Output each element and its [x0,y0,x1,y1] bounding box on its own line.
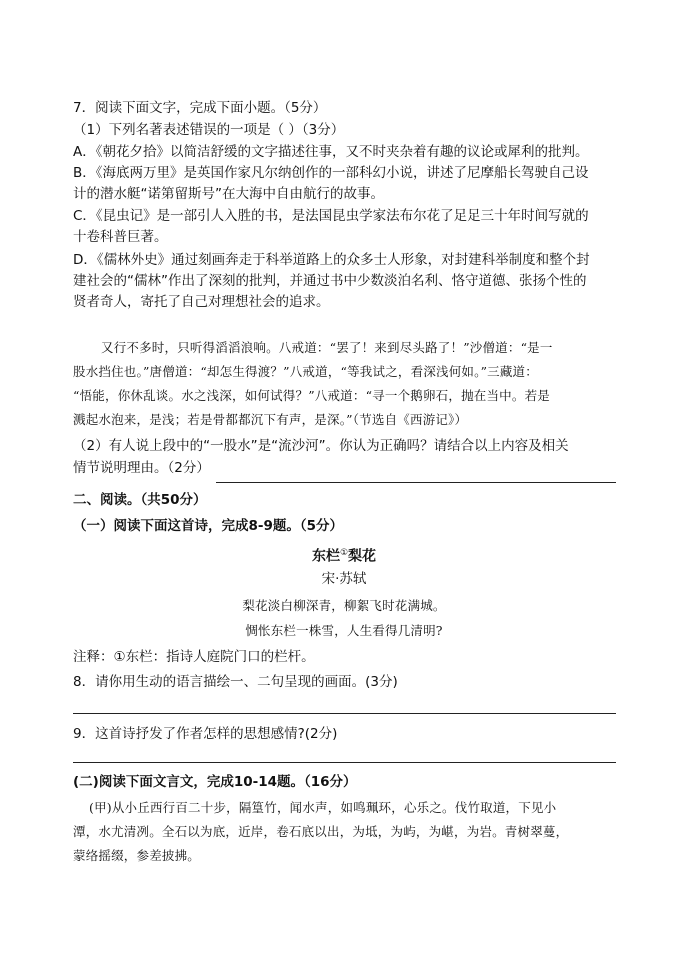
q7-option-d-line1: D．《儒林外史》通过刻画奔走于科举道路上的众多士人形象，对封建科举制度和整个封 [73,252,590,268]
q7-option-b-line2: 计的潜水艇“诺第留斯号”在大海中自由航行的故事。 [73,186,384,202]
xiyouji-passage-line4: 溅起水泡来，是浅；若是骨都都沉下有声，是深。”（节选自《西游记》） [73,412,468,427]
q7-option-d-line2: 建社会的“儒林”作出了深刻的批判，并通过书中少数淡泊名利、恪守道德、张扬个性的 [73,273,587,289]
poem-title-text: 东栏 [311,548,340,565]
wenyan-line-3: 蒙络摇缀，参差披拂。 [73,848,201,863]
section-2-title: 二、阅读。（共50分） [73,492,207,508]
xiyouji-passage-line3: “悟能，你休乱谈。水之浅深，如何试得？”八戒道：“寻一个鹅卵石，抛在当中。若是 [73,388,550,403]
poem-title-text-rest: 梨花 [348,548,377,565]
q7-sub2-line1: （2）有人说上段中的“一股水”是“流沙河”。你认为正确吗？请结合以上内容及相关 [73,438,569,454]
q7-option-c-line2: 十卷科普巨著。 [73,229,168,245]
question-8: 8．请你用生动的语言描绘一、二句呈现的画面。(3分) [73,674,398,690]
q7-title: 7．阅读下面文字，完成下面小题。（5分） [73,100,327,116]
q7-sub2-line2: 情节说明理由。（2分） [73,460,210,476]
part-1-heading: （一）阅读下面这首诗，完成8-9题。（5分） [73,518,344,534]
poem-line-2: 惆怅东栏一株雪，人生看得几清明? [245,623,443,638]
xiyouji-passage-line1: 又行不多时，只听得滔滔浪响。八戒道：“罢了！来到尽头路了！”沙僧道：“是一 [101,340,553,355]
q7-option-b-line1: B．《海底两万里》是英国作家凡尔纳创作的一部科幻小说，讲述了尼摩船长驾驶自己设 [73,165,589,181]
q7-sub1: （1）下列名著表述错误的一项是（ ）（3分） [73,122,345,138]
xiyouji-passage-line2: 股水挡住也。”唐僧道：“却怎生得渡？”八戒道，“等我试之，看深浅何如。”三藏道： [73,364,538,379]
wenyan-line-1: (甲)从小丘西行百二十步，隔篁竹，闻水声，如鸣珮环，心乐之。伐竹取道，下见小 [89,800,557,815]
part-2-heading: (二)阅读下面文言文，完成10-14题。（16分） [73,774,357,790]
poem-title [0,543,688,567]
answer-line-q8[interactable] [73,713,616,714]
answer-line-q7[interactable] [216,482,616,483]
q7-option-a: A．《朝花夕拾》以简洁舒缓的文字描述往事，又不时夹杂着有趣的议论或犀利的批判。 [73,144,589,160]
q7-option-c-line1: C．《昆虫记》是一部引人入胜的书，是法国昆虫学家法布尔花了足足三十年时间写就的 [73,208,589,224]
wenyan-line-2: 潭，水尤清冽。全石以为底，近岸，卷石底以出，为坻，为屿，为嵁，为岩。青树翠蔓， [73,824,569,839]
poem-footnote-mark: ① [339,548,349,558]
answer-line-q9[interactable] [73,762,616,763]
poem-line-1: 梨花淡白柳深青，柳絮飞时花满城。 [242,598,446,613]
question-9: 9．这首诗抒发了作者怎样的思想感情?(2分) [73,726,338,742]
poem-note: 注释：①东栏：指诗人庭院门口的栏杆。 [73,649,315,665]
poem-author: 宋·苏轼 [321,571,367,587]
q7-option-d-line3: 贤者奇人，寄托了自己对理想社会的追求。 [73,294,330,310]
